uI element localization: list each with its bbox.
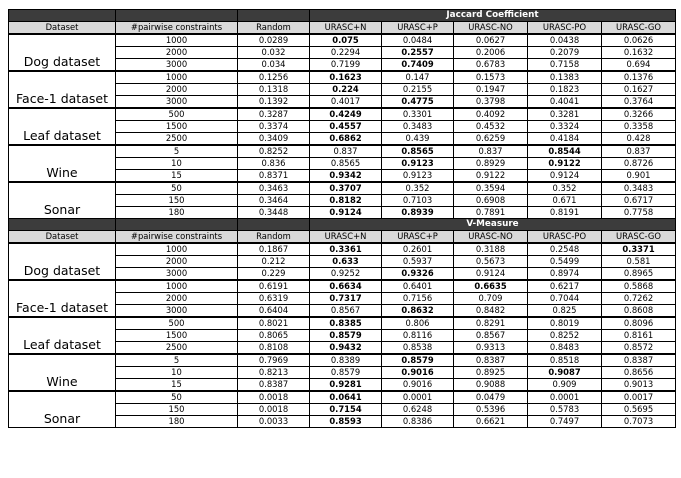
value-cell: 0.5868 [602,280,676,293]
value-cell: 0.633 [310,256,382,268]
value-cell: 0.5783 [528,404,602,416]
value-cell: 0.8371 [238,170,310,183]
value-cell: 0.8579 [310,330,382,342]
value-cell: 0.7158 [528,59,602,72]
band-spacer [9,10,116,22]
value-cell: 0.8544 [528,145,602,158]
constraints-cell: 3000 [116,268,238,281]
value-cell: 0.0033 [238,416,310,428]
constraints-cell: 2000 [116,84,238,96]
value-cell: 0.9326 [382,268,454,281]
value-cell: 0.6401 [382,280,454,293]
column-header: Dataset [9,22,116,35]
constraints-cell: 50 [116,182,238,195]
table-row [9,354,676,367]
value-cell: 0.8579 [382,354,454,367]
value-cell: 0.8108 [238,342,310,355]
constraints-cell: 5 [116,354,238,367]
value-cell: 0.806 [382,317,454,330]
constraints-cell: 150 [116,404,238,416]
dataset-label: Sonar [9,182,116,219]
value-cell: 0.6191 [238,280,310,293]
constraints-cell: 1000 [116,71,238,84]
value-cell: 0.6862 [310,133,382,146]
value-cell: 0.5673 [454,256,528,268]
section-band [9,10,676,22]
constraints-cell: 2500 [116,133,238,146]
column-header: URASC+N [310,231,382,244]
value-cell: 0.0626 [602,34,676,47]
value-cell: 0.0001 [528,391,602,404]
value-cell: 0.3281 [528,108,602,121]
value-cell: 0.8965 [602,268,676,281]
column-header: URASC+N [310,22,382,35]
value-cell: 0.1627 [602,84,676,96]
section-band [9,219,676,231]
band-spacer [238,219,310,231]
value-cell: 0.212 [238,256,310,268]
value-cell: 0.2294 [310,47,382,59]
value-cell: 0.3483 [602,182,676,195]
value-cell: 0.3409 [238,133,310,146]
section-title: Jaccard Coefficient [310,10,676,22]
constraints-cell: 3000 [116,59,238,72]
value-cell: 0.9013 [602,379,676,392]
value-cell: 0.6259 [454,133,528,146]
value-cell: 0.4557 [310,121,382,133]
value-cell: 0.0018 [238,391,310,404]
value-cell: 0.428 [602,133,676,146]
value-cell: 0.4775 [382,96,454,109]
constraints-cell: 150 [116,195,238,207]
value-cell: 0.9342 [310,170,382,183]
value-cell: 0.9281 [310,379,382,392]
value-cell: 0.8182 [310,195,382,207]
value-cell: 0.9016 [382,379,454,392]
value-cell: 0.4532 [454,121,528,133]
results-table-container [8,9,675,428]
value-cell: 0.8518 [528,354,602,367]
column-header: URASC-GO [602,231,676,244]
constraints-cell: 5 [116,145,238,158]
value-cell: 0.034 [238,59,310,72]
value-cell: 0.8567 [454,330,528,342]
value-cell: 0.9124 [310,207,382,219]
constraints-cell: 2000 [116,256,238,268]
dataset-label: Dog dataset [9,34,116,71]
header-row [9,22,676,35]
value-cell: 0.8019 [528,317,602,330]
value-cell: 0.8387 [602,354,676,367]
column-header: #pairwise constraints [116,22,238,35]
table-row [9,34,676,47]
value-cell: 0.8482 [454,305,528,318]
value-cell: 0.4041 [528,96,602,109]
value-cell: 0.9313 [454,342,528,355]
constraints-cell: 180 [116,416,238,428]
value-cell: 0.837 [602,145,676,158]
table-row [9,182,676,195]
value-cell: 0.2557 [382,47,454,59]
constraints-cell: 1000 [116,243,238,256]
value-cell: 0.8096 [602,317,676,330]
value-cell: 0.3301 [382,108,454,121]
value-cell: 0.032 [238,47,310,59]
value-cell: 0.9123 [382,170,454,183]
value-cell: 0.352 [382,182,454,195]
constraints-cell: 2500 [116,342,238,355]
value-cell: 0.825 [528,305,602,318]
value-cell: 0.5937 [382,256,454,268]
value-cell: 0.9123 [382,158,454,170]
constraints-cell: 15 [116,170,238,183]
value-cell: 0.3448 [238,207,310,219]
value-cell: 0.9122 [528,158,602,170]
value-cell: 0.7156 [382,293,454,305]
value-cell: 0.0627 [454,34,528,47]
value-cell: 0.0438 [528,34,602,47]
value-cell: 0.2601 [382,243,454,256]
value-cell: 0.1376 [602,71,676,84]
band-spacer [9,219,116,231]
value-cell: 0.9088 [454,379,528,392]
value-cell: 0.3594 [454,182,528,195]
value-cell: 0.4249 [310,108,382,121]
constraints-cell: 2000 [116,293,238,305]
value-cell: 0.6621 [454,416,528,428]
column-header: #pairwise constraints [116,231,238,244]
value-cell: 0.0001 [382,391,454,404]
value-cell: 0.5695 [602,404,676,416]
value-cell: 0.6908 [454,195,528,207]
table-row [9,71,676,84]
constraints-cell: 3000 [116,305,238,318]
table-row [9,280,676,293]
constraints-cell: 1000 [116,280,238,293]
value-cell: 0.5499 [528,256,602,268]
value-cell: 0.671 [528,195,602,207]
value-cell: 0.1318 [238,84,310,96]
value-cell: 0.8116 [382,330,454,342]
value-cell: 0.909 [528,379,602,392]
value-cell: 0.7497 [528,416,602,428]
value-cell: 0.1383 [528,71,602,84]
constraints-cell: 50 [116,391,238,404]
section-title: V-Measure [310,219,676,231]
value-cell: 0.1823 [528,84,602,96]
column-header: URASC-PO [528,231,602,244]
value-cell: 0.229 [238,268,310,281]
value-cell: 0.3371 [602,243,676,256]
value-cell: 0.439 [382,133,454,146]
value-cell: 0.1867 [238,243,310,256]
value-cell: 0.8565 [310,158,382,170]
value-cell: 0.0641 [310,391,382,404]
column-header: Random [238,22,310,35]
value-cell: 0.352 [528,182,602,195]
constraints-cell: 1500 [116,330,238,342]
value-cell: 0.1256 [238,71,310,84]
value-cell: 0.0484 [382,34,454,47]
value-cell: 0.8939 [382,207,454,219]
value-cell: 0.8572 [602,342,676,355]
value-cell: 0.075 [310,34,382,47]
value-cell: 0.8579 [310,367,382,379]
value-cell: 0.0289 [238,34,310,47]
value-cell: 0.3188 [454,243,528,256]
value-cell: 0.5396 [454,404,528,416]
value-cell: 0.4184 [528,133,602,146]
constraints-cell: 500 [116,317,238,330]
constraints-cell: 1000 [116,34,238,47]
value-cell: 0.6783 [454,59,528,72]
value-cell: 0.8385 [310,317,382,330]
constraints-cell: 2000 [116,47,238,59]
value-cell: 0.694 [602,59,676,72]
value-cell: 0.1632 [602,47,676,59]
value-cell: 0.9124 [454,268,528,281]
dataset-label: Leaf dataset [9,317,116,354]
value-cell: 0.8387 [454,354,528,367]
value-cell: 0.7199 [310,59,382,72]
value-cell: 0.7758 [602,207,676,219]
value-cell: 0.837 [310,145,382,158]
value-cell: 0.8252 [528,330,602,342]
value-cell: 0.9252 [310,268,382,281]
value-cell: 0.6635 [454,280,528,293]
column-header: Dataset [9,231,116,244]
value-cell: 0.901 [602,170,676,183]
table-row [9,145,676,158]
value-cell: 0.581 [602,256,676,268]
value-cell: 0.4017 [310,96,382,109]
dataset-label: Wine [9,145,116,182]
value-cell: 0.7969 [238,354,310,367]
value-cell: 0.0017 [602,391,676,404]
value-cell: 0.6217 [528,280,602,293]
value-cell: 0.3463 [238,182,310,195]
value-cell: 0.3483 [382,121,454,133]
value-cell: 0.224 [310,84,382,96]
column-header: URASC-NO [454,231,528,244]
band-spacer [116,219,238,231]
value-cell: 0.8483 [528,342,602,355]
constraints-cell: 1500 [116,121,238,133]
value-cell: 0.8925 [454,367,528,379]
constraints-cell: 10 [116,158,238,170]
value-cell: 0.8386 [382,416,454,428]
value-cell: 0.3358 [602,121,676,133]
table-row [9,317,676,330]
value-cell: 0.7154 [310,404,382,416]
value-cell: 0.7891 [454,207,528,219]
value-cell: 0.2079 [528,47,602,59]
value-cell: 0.8593 [310,416,382,428]
column-header: URASC+P [382,22,454,35]
value-cell: 0.8632 [382,305,454,318]
column-header: URASC-PO [528,22,602,35]
value-cell: 0.8567 [310,305,382,318]
value-cell: 0.9124 [528,170,602,183]
value-cell: 0.7409 [382,59,454,72]
value-cell: 0.9122 [454,170,528,183]
value-cell: 0.7262 [602,293,676,305]
value-cell: 0.8252 [238,145,310,158]
band-spacer [116,10,238,22]
value-cell: 0.7044 [528,293,602,305]
value-cell: 0.8656 [602,367,676,379]
value-cell: 0.1947 [454,84,528,96]
dataset-label: Sonar [9,391,116,428]
value-cell: 0.8726 [602,158,676,170]
column-header: URASC-NO [454,22,528,35]
value-cell: 0.3361 [310,243,382,256]
column-header: URASC+P [382,231,454,244]
dataset-label: Face-1 dataset [9,71,116,108]
value-cell: 0.8191 [528,207,602,219]
value-cell: 0.709 [454,293,528,305]
table-row [9,108,676,121]
value-cell: 0.1392 [238,96,310,109]
value-cell: 0.3707 [310,182,382,195]
band-spacer [238,10,310,22]
value-cell: 0.9016 [382,367,454,379]
value-cell: 0.7317 [310,293,382,305]
value-cell: 0.8608 [602,305,676,318]
value-cell: 0.9087 [528,367,602,379]
value-cell: 0.8387 [238,379,310,392]
value-cell: 0.3798 [454,96,528,109]
results-table [8,9,676,428]
table-row [9,243,676,256]
value-cell: 0.6248 [382,404,454,416]
value-cell: 0.0018 [238,404,310,416]
value-cell: 0.7103 [382,195,454,207]
value-cell: 0.3464 [238,195,310,207]
value-cell: 0.4092 [454,108,528,121]
value-cell: 0.7073 [602,416,676,428]
dataset-label: Face-1 dataset [9,280,116,317]
dataset-label: Wine [9,354,116,391]
value-cell: 0.3374 [238,121,310,133]
value-cell: 0.6634 [310,280,382,293]
value-cell: 0.6717 [602,195,676,207]
value-cell: 0.0479 [454,391,528,404]
value-cell: 0.8538 [382,342,454,355]
value-cell: 0.3266 [602,108,676,121]
value-cell: 0.8565 [382,145,454,158]
value-cell: 0.8974 [528,268,602,281]
column-header: Random [238,231,310,244]
value-cell: 0.836 [238,158,310,170]
value-cell: 0.8389 [310,354,382,367]
constraints-cell: 500 [116,108,238,121]
value-cell: 0.8213 [238,367,310,379]
value-cell: 0.3764 [602,96,676,109]
value-cell: 0.9432 [310,342,382,355]
value-cell: 0.6404 [238,305,310,318]
value-cell: 0.8161 [602,330,676,342]
dataset-label: Leaf dataset [9,108,116,145]
value-cell: 0.8291 [454,317,528,330]
table-row [9,391,676,404]
header-row [9,231,676,244]
value-cell: 0.2006 [454,47,528,59]
value-cell: 0.8021 [238,317,310,330]
constraints-cell: 15 [116,379,238,392]
value-cell: 0.6319 [238,293,310,305]
constraints-cell: 180 [116,207,238,219]
column-header: URASC-GO [602,22,676,35]
value-cell: 0.147 [382,71,454,84]
value-cell: 0.3324 [528,121,602,133]
constraints-cell: 3000 [116,96,238,109]
value-cell: 0.1573 [454,71,528,84]
value-cell: 0.2155 [382,84,454,96]
value-cell: 0.2548 [528,243,602,256]
constraints-cell: 10 [116,367,238,379]
value-cell: 0.837 [454,145,528,158]
dataset-label: Dog dataset [9,243,116,280]
value-cell: 0.3287 [238,108,310,121]
value-cell: 0.8929 [454,158,528,170]
value-cell: 0.8065 [238,330,310,342]
value-cell: 0.1623 [310,71,382,84]
